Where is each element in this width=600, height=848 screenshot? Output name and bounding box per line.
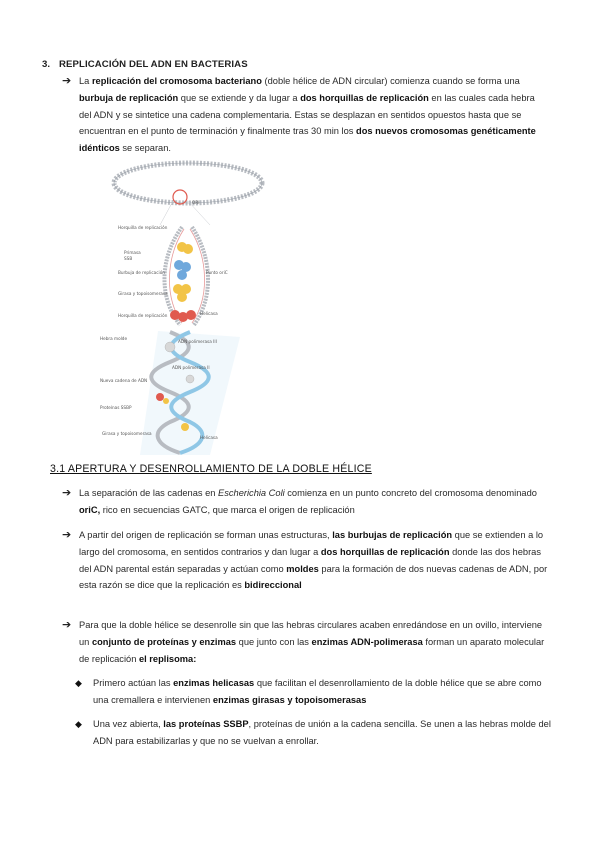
diamond-bullet-icon: ◆ [75,678,82,688]
svg-text:Horquilla de replicación: Horquilla de replicación [118,313,168,318]
dna-polymerase-iii [165,342,175,352]
subsection-title: 3.1 APERTURA Y DESENROLLAMIENTO DE LA DOBLE HÉLICE [50,463,372,475]
svg-text:ORI: ORI [192,200,200,205]
section-title: REPLICACIÓN DEL ADN EN BACTERIAS [59,59,248,70]
section-heading [42,59,248,70]
svg-text:ADN polimerasa III: ADN polimerasa III [178,339,217,344]
paragraph-ssbp: Una vez abierta, las proteínas SSBP, proteínas de unión a la cadena sencilla. Se unen a las hebras molde del ADN para estabilizarlas y que no se vuelvan a enrollar. [93,719,551,746]
svg-text:Girasa y topoisomerasa: Girasa y topoisomerasa [102,431,152,436]
arrow-bullet-icon: ➔ [62,529,72,541]
svg-text:Helicasa: Helicasa [200,435,218,440]
svg-text:Hebra molde: Hebra molde [100,336,128,341]
svg-text:Girasa y topoisomerasa: Girasa y topoisomerasa [118,291,168,296]
svg-text:Horquilla de replicación: Horquilla de replicación [118,225,168,230]
svg-text:ADN polimerasa II: ADN polimerasa II [172,365,210,370]
replication-diagram [100,157,270,455]
svg-text:Burbuja de replicación: Burbuja de replicación [118,270,165,275]
svg-text:Proteínas SSBP: Proteínas SSBP [100,405,132,410]
svg-text:SSB: SSB [124,256,133,261]
ssbp-protein [156,393,164,401]
diamond-bullet-icon: ◆ [75,719,82,729]
svg-text:Nueva cadena de ADN: Nueva cadena de ADN [100,378,148,383]
paragraph-helicasas: Primero actúan las enzimas helicasas que facilitan el desenrollamiento de la doble hélice que se abre como una cremallera e intervienen enzimas girasas y topoisomerasas [93,678,542,705]
arrow-bullet-icon: ➔ [62,487,72,499]
paragraph-oric: La separación de las cadenas en Escherichia Coli comienza en un punto concreto del cromosoma denominado oriC, rico en secuencias GATC, que marca el origen de replicación [79,488,537,515]
svg-text:Primasa: Primasa [124,250,141,255]
svg-text:Helicasa: Helicasa [200,311,218,316]
section-number: 3. [42,59,51,70]
arrow-bullet-icon: ➔ [62,619,72,631]
svg-text:Punto oriC: Punto oriC [206,270,228,275]
paragraph-replisome: Para que la doble hélice se desenrolle sin que las hebras circulares acaben enredándose en un ovillo, interviene un conjunto de proteínas y enzimas que junto con las enzimas ADN-polimerasa forman un aparato molecular de replicación el replisoma: [79,620,545,664]
paragraph-bubbles: A partir del origen de replicación se forman unas estructuras, las burbujas de replicación que se extienden a lo largo del cromosoma, en sentidos contrarios y dan lugar a dos horquillas de replicación donde las dos hebras del ADN parental están separadas y actúan como moldes para la formación de dos nuevas cadenas de ADN, por esta razón se dice que la replicación es bidireccional [79,530,548,591]
intro-paragraph: La replicación del cromosoma bacteriano (doble hélice de ADN circular) comienza cuando se forma una burbuja de replicación que se extiende y da lugar a dos horquillas de replicación en las cuales cada hebra del ADN y se sintetice una cadena complementaria. Estas se desplazan en sentidos opuestos hasta que se encuentran en el punto de terminación y finalmente tras 30 min los dos nuevos cromosomas genéticamente idénticos se separan. [79,76,536,154]
girasa-protein-lower [181,423,189,431]
arrow-bullet-icon: ➔ [62,75,72,87]
